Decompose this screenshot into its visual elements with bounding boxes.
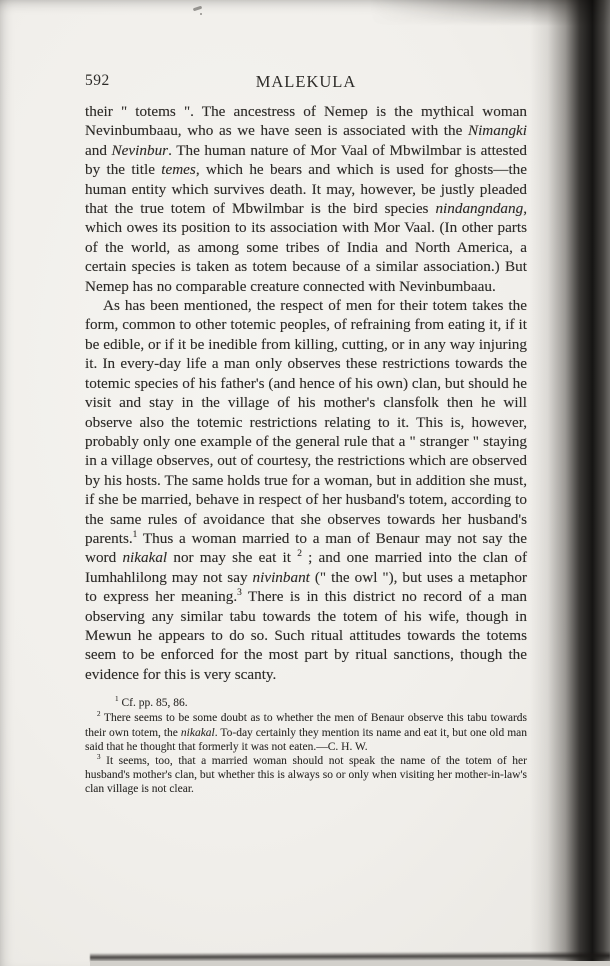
footnotes: [85, 696, 527, 796]
page-number: 592: [85, 72, 110, 89]
footnote: $^1$ Cf. pp. 85, 86.: [115, 695, 188, 710]
footnote: $^3$ It seems, too, that a married woman should not speak the name of the totem of her husband's mother's clan, but whether this is always so or only when visiting her mother-in-law's clan village is not clear.: [85, 753, 527, 796]
bottom-edge-shadow: [90, 951, 610, 962]
page-header: [85, 72, 527, 102]
paragraph: their " totems ". The ancestress of Nemep is the mythical woman Nevinbumbaau, who as we have seen is associated with the Nimangki and Nevinbur. The human nature of Mor Vaal of Mbwilmbar is attested by the title temes, which he bears and which is used for ghosts—the human entity which survives death. It may, however, be justly pleaded that the true totem of Mbwilmbar is the bird species nindangndang, which owes its position to its association with Mor Vaal. (In other parts of the world, as among some tribes of India and North America, a certain species is taken as totem because of a similar association.) But Nemep has no comparable creature connected with Nevinbumbaau.: [85, 103, 527, 295]
page-content: [85, 72, 527, 797]
scan-speck: [193, 6, 202, 12]
scan-speck-dot: [200, 13, 202, 15]
page-edge-shadow: [530, 0, 610, 966]
below-page-surface: [90, 961, 610, 966]
footnote: $^2$ There seems to be some doubt as to whether the men of Benaur observe this tabu towards their own totem, the nikakal. To-day certainly they mention its name and eat it, but one old man said that he thought that formerly it was not eaten.—C. H. W.: [85, 710, 528, 753]
running-title: MALEKULA: [255, 72, 357, 91]
body-text: [85, 102, 527, 684]
top-edge-shadow: [370, 0, 610, 26]
paragraph: As has been mentioned, the respect of men for their totem takes the form, common to other totemic peoples, of refraining from eating it, if it be edible, or if it be inedible from killing, cutting, or in any way injuring it. In every-day life a man only observes these restrictions towards the totemic species of his father's (and hence of his own) clan, but should he visit and stay in the village of his mother's clansfolk then he will observe also the totemic restrictions relating to it. This is, however, probably only one example of the general rule that a " stranger " staying in a village observes, out of courtesy, the restrictions which are observed by his hosts. The same holds true for a woman, but in addition she must, if she be married, behave in respect of her husband's totem, according to the same rules of avoidance that she observes towards her husband's parents.$^1$ Thus a woman married to a man of Benaur may not say the word nikakal nor may she eat it $^2$ ; and one married into the clan of Iumhahlilong may not say nivinbant (" the owl "), but uses a metaphor to express her meaning.$^3$ There is in this district no record of a man observing any similar tabu towards the totem of his wife, though in Mewun he appears to do so. Such ritual attitudes towards the totems seem to be enforced for the most part by ritual sanctions, though the evidence for this is very scanty.: [85, 297, 528, 683]
